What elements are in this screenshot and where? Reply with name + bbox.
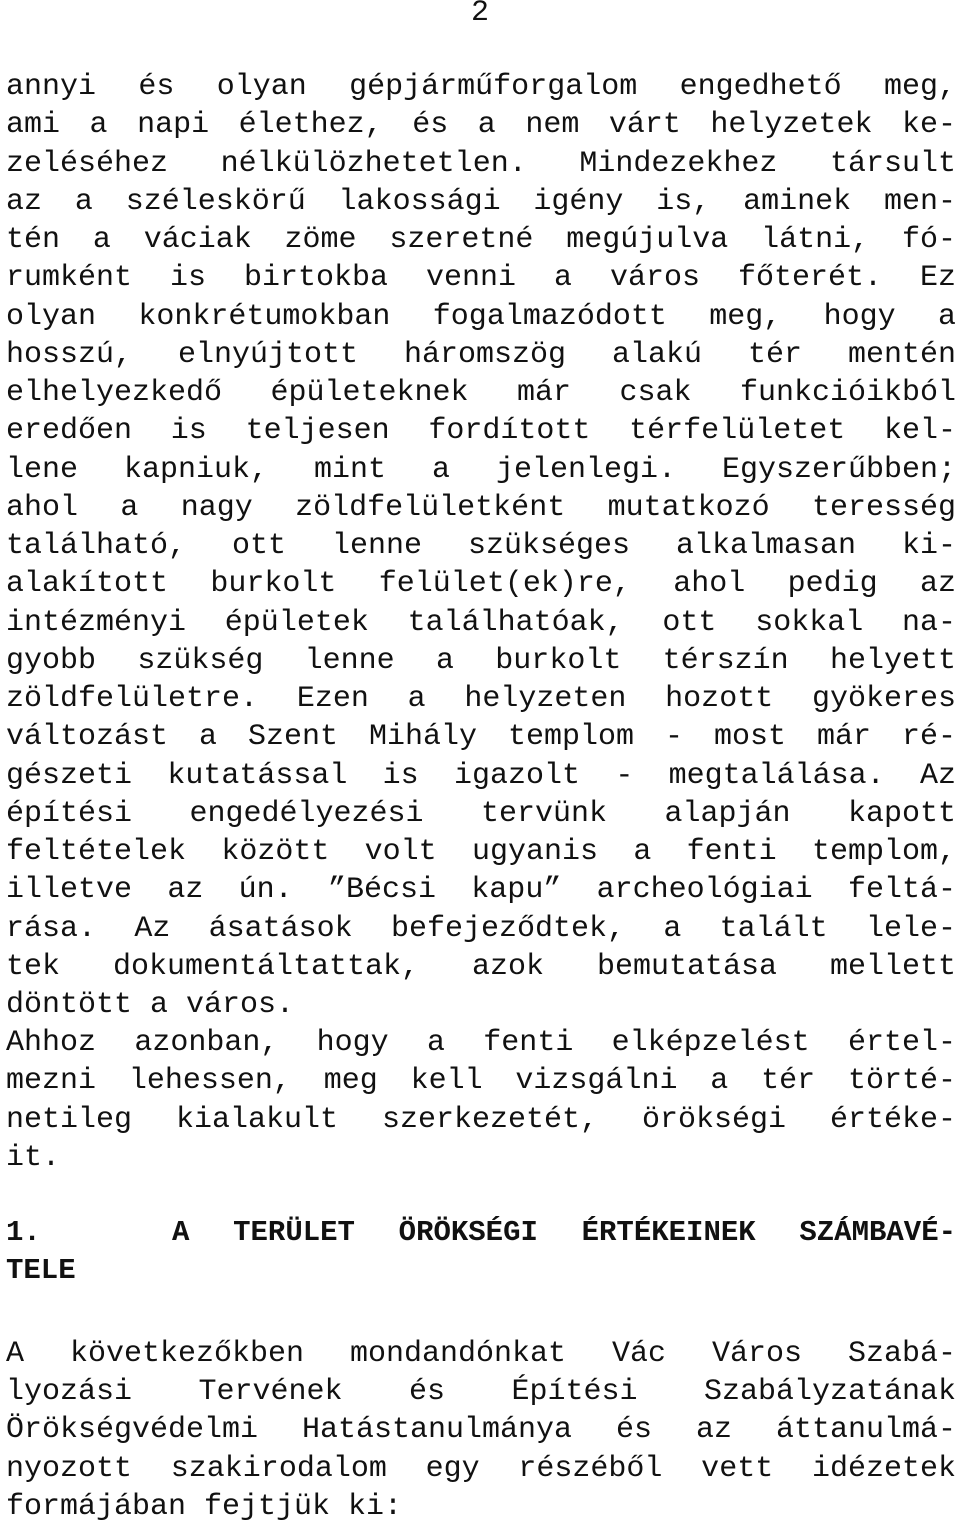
page-number: 2 xyxy=(470,0,489,30)
text-line: eredően is teljesen fordított térfelületet kel- xyxy=(6,414,956,449)
text-line: elhelyezkedő épületeknek már csak funkcióikból xyxy=(6,376,956,410)
text-line: nyozott szakirodalom egy részéből vett idézetek xyxy=(6,1451,956,1486)
text-line: feltételek között volt ugyanis a fenti templom, xyxy=(6,835,956,869)
text-line: változást a Szent Mihály templom - most már ré- xyxy=(6,720,956,755)
body-paragraph-3 xyxy=(6,1335,956,1526)
section-heading xyxy=(6,1214,956,1290)
text-line: hosszú, elnyújtott háromszög alakú tér mentén xyxy=(6,337,956,372)
text-line: tek dokumentáltattak, azok bemutatása mellett xyxy=(6,949,956,984)
text-line: döntött a város. xyxy=(6,988,295,1022)
text-line: A következőkben mondandónkat Vác Város Szabá- xyxy=(6,1337,956,1371)
text-line: Örökségvédelmi Hatástanulmánya és az áttanulmá- xyxy=(6,1413,956,1448)
text-line: mezni lehessen, meg kell vizsgálni a tér törté- xyxy=(6,1064,956,1099)
text-line: található, ott lenne szükséges alkalmasan ki- xyxy=(6,529,956,563)
text-line: zöldfelületre. Ezen a helyzeten hozott gyökeres xyxy=(6,682,956,716)
text-line: illetve az ún. ”Bécsi kapu” archeológiai feltá- xyxy=(6,873,956,908)
section-title-part-1: A TERÜLET ÖRÖKSÉGI ÉRTÉKEINEK SZÁMBAVÉ- xyxy=(172,1216,956,1249)
text-line: rása. Az ásatások befejeződtek, a talált lele- xyxy=(6,911,956,946)
text-line: gészeti kutatással is igazolt - megtalálása. Az xyxy=(6,758,956,793)
body-paragraph-1 xyxy=(6,68,956,1024)
text-line: intézményi épületek találhatóak, ott sokkal na- xyxy=(6,605,956,640)
text-line: gyobb szükség lenne a burkolt térszín helyett xyxy=(6,643,956,678)
section-heading-line-1 xyxy=(6,1214,956,1252)
text-line: lene kapniuk, mint a jelenlegi. Egyszerűbben; xyxy=(6,452,956,487)
text-line: ahol a nagy zöldfelületként mutatkozó teresség xyxy=(6,490,956,525)
text-line: lyozási Tervének és Építési Szabályzatának xyxy=(6,1375,956,1410)
text-line: netileg kialakult szerkezetét, örökségi értéke- xyxy=(6,1102,956,1137)
text-line: Ahhoz azonban, hogy a fenti elképzelést értel- xyxy=(6,1026,956,1060)
section-title-part-2: TELE xyxy=(6,1254,76,1287)
text-line: it. xyxy=(6,1140,61,1175)
text-line: formájában fejtjük ki: xyxy=(6,1489,403,1524)
body-paragraph-2 xyxy=(6,1024,956,1177)
text-line: az a széleskörű lakossági igény is, aminek men- xyxy=(6,184,956,219)
text-line: olyan konkrétumokban fogalmazódott meg, hogy a xyxy=(6,299,956,334)
text-line: zeléséhez nélkülözhetetlen. Mindezekhez társult xyxy=(6,146,956,181)
text-line: alakított burkolt felület(ek)re, ahol pedig az xyxy=(6,567,956,602)
text-line: tén a váciak zöme szeretné megújulva látni, fó- xyxy=(6,223,956,257)
text-line: annyi és olyan gépjárműforgalom engedhető meg, xyxy=(6,70,956,104)
text-line: építési engedélyezési tervünk alapján kapott xyxy=(6,796,956,831)
text-line: rumként is birtokba venni a város főterét. Ez xyxy=(6,261,956,296)
section-number: 1. xyxy=(6,1216,41,1249)
text-line: ami a napi élethez, és a nem várt helyzetek ke- xyxy=(6,108,956,143)
